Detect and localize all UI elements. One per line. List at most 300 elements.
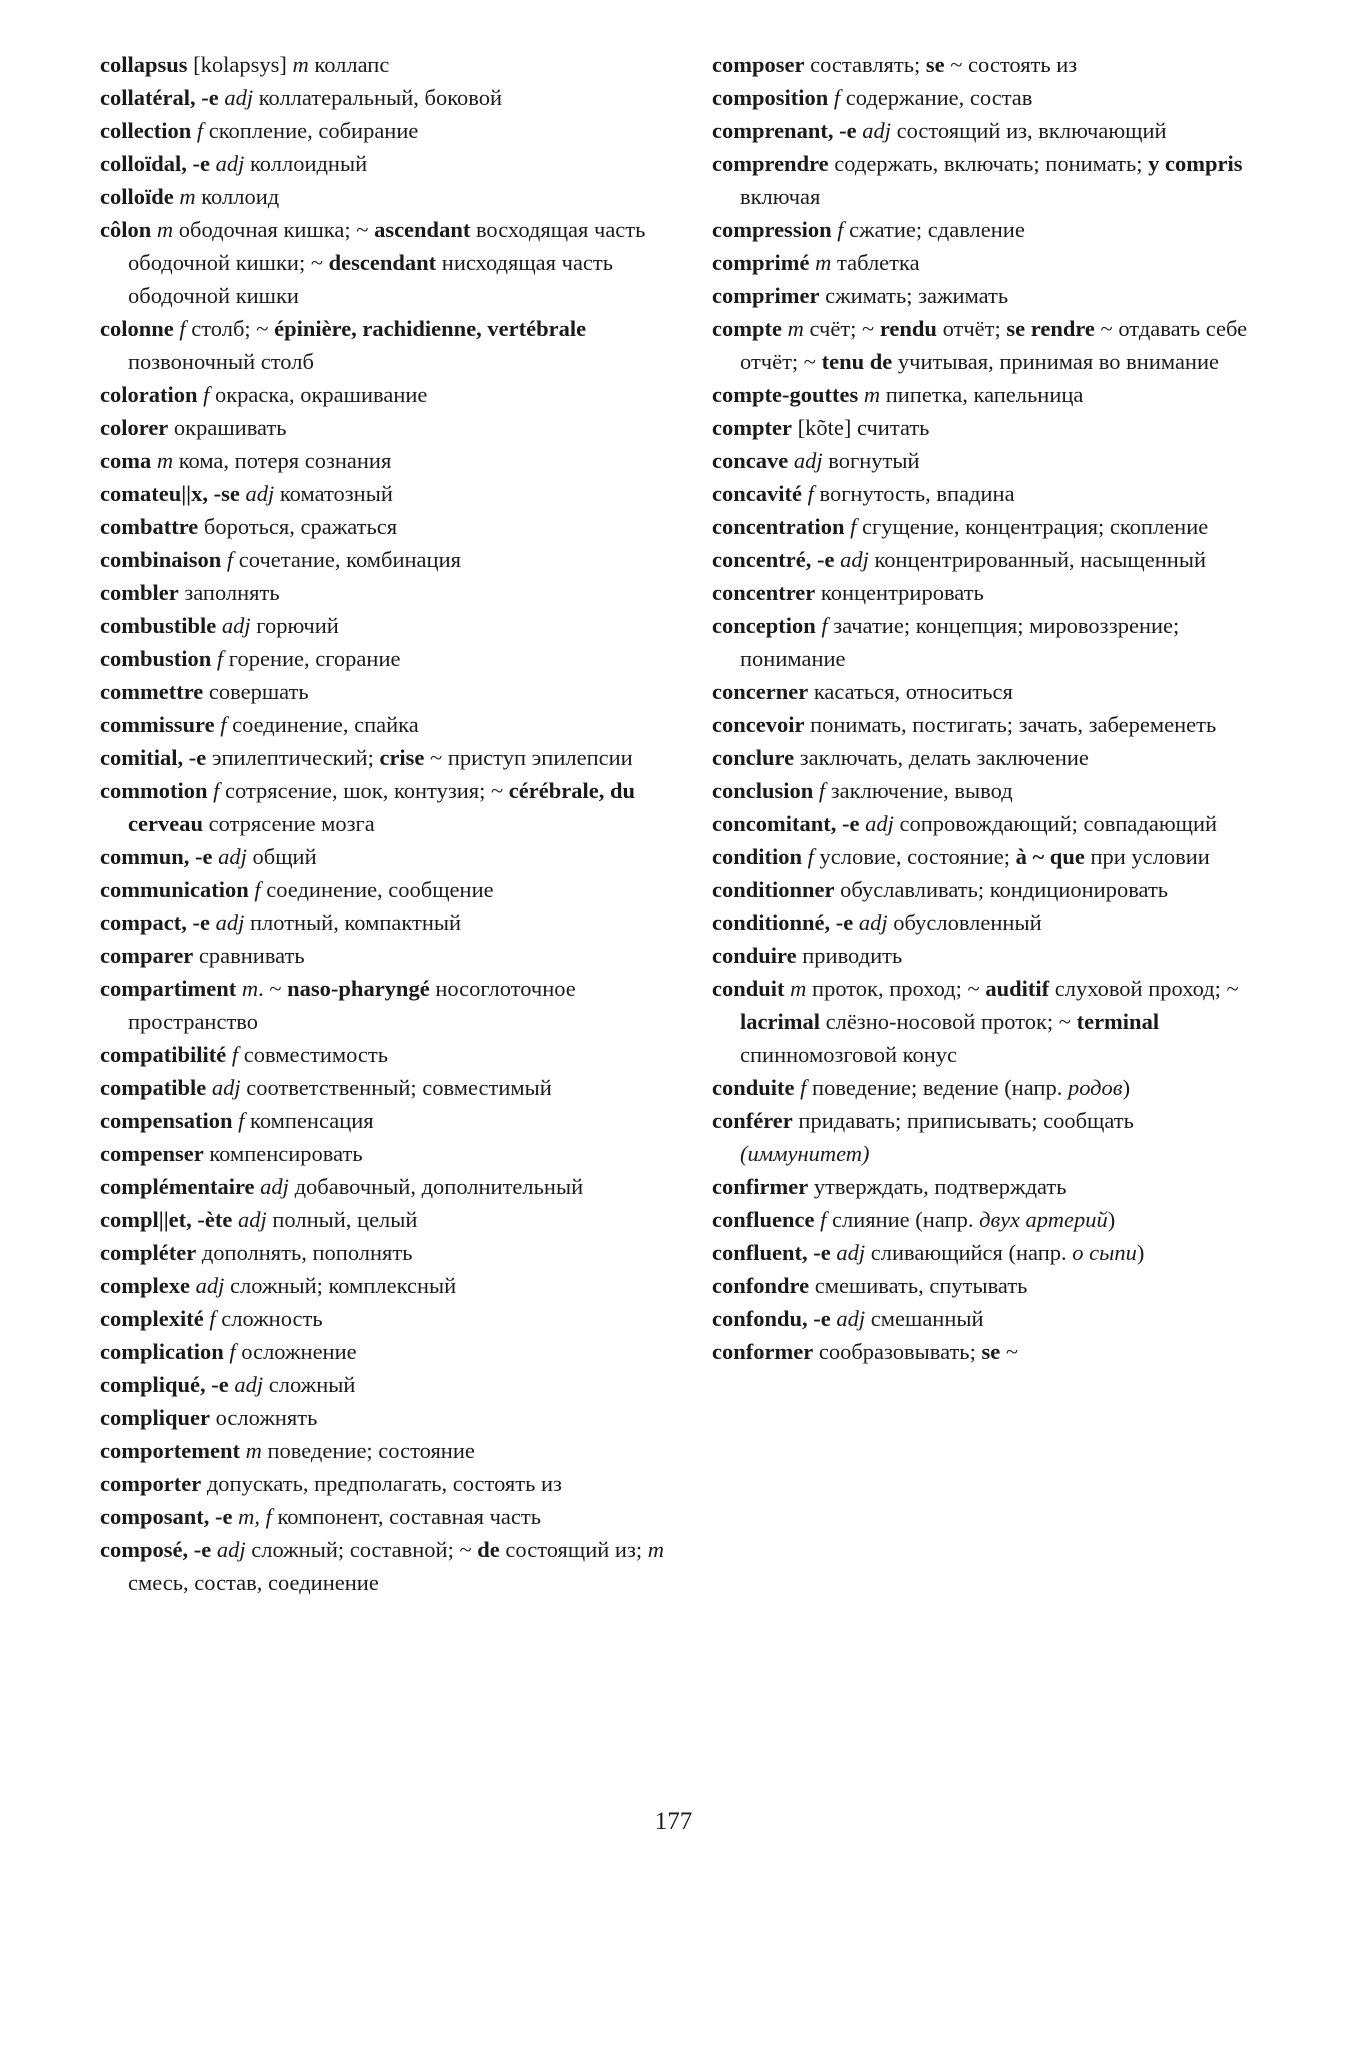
dictionary-entry [100,873,710,906]
dictionary-entry [100,609,710,642]
dictionary-entry [100,48,710,81]
dictionary-entry [712,81,1252,114]
definition-text: компенсировать [203,1141,363,1166]
dictionary-entry [712,312,1252,378]
dictionary-entry [100,1467,710,1500]
definition-text: составлять; [804,52,926,77]
headword: combattre [100,514,199,539]
dictionary-entry [712,708,1252,741]
definition-text: вогнутость, впадина [813,481,1015,506]
definition-text: сгущение, концентрация; скопление [856,514,1209,539]
grammar-label: adj [260,1174,289,1199]
headword: complexe [100,1273,190,1298]
dictionary-entry [100,1533,710,1599]
definition-text: слияние (напр. [826,1207,980,1232]
definition-text: осложнять [210,1405,318,1430]
definition-text: столб; ~ [185,316,275,341]
definition-text: концентрировать [815,580,984,605]
headword: conférer [712,1108,793,1133]
dictionary-entry [100,411,710,444]
dictionary-entry [100,1104,710,1137]
headword: comprenant, -e [712,118,857,143]
dictionary-entry [100,642,710,675]
grammar-label: adj [237,1207,267,1232]
definition-text: [kolapsys] [187,52,293,77]
headword: compatibilité [100,1042,227,1067]
headword: auditif [985,976,1050,1001]
definition-text: [kõte] считать [791,415,930,440]
definition-text: вогнутый [822,448,920,473]
definition-text: осложнение [235,1339,357,1364]
headword: y compris [1148,151,1243,176]
grammar-label: f [807,844,814,869]
headword: compatible [100,1075,207,1100]
headword: confluence [712,1207,815,1232]
dictionary-entry [100,741,710,774]
headword: confondre [712,1273,810,1298]
grammar-label: m [790,976,807,1001]
right-column [712,48,1252,1368]
headword: comprimé [712,250,810,275]
definition-text: дополнять, пополнять [196,1240,413,1265]
dictionary-entry [712,1170,1252,1203]
dictionary-entry [712,873,1252,906]
headword: compte-gouttes [712,382,859,407]
headword: concave [712,448,789,473]
headword: comateu||x, -se [100,481,240,506]
definition-text: проток, проход; ~ [806,976,986,1001]
grammar-label: f [213,778,220,803]
grammar-label: f [821,613,828,638]
headword: commotion [100,778,208,803]
headword: concavité [712,481,802,506]
headword: rendu [879,316,937,341]
grammar-label: f [209,1306,216,1331]
headword: commun, -e [100,844,213,869]
dictionary-entry [100,774,710,840]
headword: confondu, -e [712,1306,831,1331]
dictionary-entry [712,411,1252,444]
dictionary-entry [100,510,710,543]
headword: confluent, -e [712,1240,831,1265]
dictionary-entry [100,81,710,114]
headword: conditionner [712,877,835,902]
dictionary-entry [712,1302,1252,1335]
definition-text: смешанный [865,1306,984,1331]
dictionary-entry [100,477,710,510]
definition-text: касаться, относиться [808,679,1013,704]
definition-text: совместимость [238,1042,389,1067]
headword: terminal [1076,1009,1160,1034]
definition-text: совершать [203,679,309,704]
definition-text: поведение; состояние [261,1438,475,1463]
grammar-label: f [179,316,186,341]
definition-text: восходящая часть ободочной кишки; ~ [128,217,646,275]
grammar-label: m, f [238,1504,272,1529]
dictionary-entry [712,1203,1252,1236]
dictionary-entry [100,444,710,477]
definition-text: ) [1122,1075,1131,1100]
headword: se rendre [1006,316,1095,341]
headword: côlon [100,217,152,242]
definition-text: полный, целый [266,1207,418,1232]
grammar-label: f [807,481,814,506]
headword: collatéral, -e [100,85,219,110]
definition-text: учитывая, принимая во внимание [892,349,1219,374]
headword: compartiment [100,976,237,1001]
definition-text: кома, потеря сознания [173,448,392,473]
grammar-label: f [833,85,841,110]
headword: conduire [712,943,797,968]
grammar-label: m [787,316,804,341]
definition-text: отчёт; [936,316,1007,341]
dictionary-entry [712,939,1252,972]
grammar-label: adj [862,118,891,143]
headword: compenser [100,1141,204,1166]
definition-text: ободочная кишка; ~ [173,217,375,242]
definition-text: сжатие; сдавление [843,217,1025,242]
definition-text: окраска, окрашивание [209,382,428,407]
dictionary-entry [100,1500,710,1533]
dictionary-entry [100,180,710,213]
definition-text: условие, состояние; [813,844,1016,869]
definition-text: состоящий из; [499,1537,648,1562]
definition-text: счёт; ~ [803,316,880,341]
headword: commettre [100,679,204,704]
definition-text: ~ отдавать себе отчёт; ~ [740,316,1248,374]
page-number: 177 [654,1808,693,1835]
headword: concentration [712,514,845,539]
headword: coloration [100,382,198,407]
headword: condition [712,844,803,869]
definition-text: смесь, состав, соединение [128,1570,379,1595]
headword: comparer [100,943,194,968]
definition-text: общий [246,844,317,869]
headword: de [477,1537,500,1562]
definition-text: сложный; комплексный [224,1273,457,1298]
dictionary-entry [712,477,1252,510]
headword: compléter [100,1240,197,1265]
definition-text: обусловленный [887,910,1042,935]
dictionary-entry [712,444,1252,477]
grammar-label: m [156,448,174,473]
dictionary-entry [100,1170,710,1203]
definition-text: сотрясение мозга [202,811,375,836]
definition-text: заключение, вывод [825,778,1013,803]
definition-text: состоящий из, включающий [890,118,1167,143]
headword: comprimer [712,283,820,308]
definition-text: заполнять [178,580,280,605]
definition-text: окрашивать [168,415,287,440]
definition-text: включая [740,184,821,209]
grammar-label: f [254,877,261,902]
dictionary-entry [100,1335,710,1368]
definition-text: обуславливать; кондиционировать [834,877,1169,902]
grammar-label: f [220,712,227,737]
headword: collapsus [100,52,188,77]
grammar-label: f [216,646,224,671]
definition-text: коматозный [274,481,393,506]
headword: naso-pharyngé [287,976,430,1001]
headword: concerner [712,679,809,704]
grammar-label: adj [218,844,247,869]
dictionary-entry [100,906,710,939]
dictionary-entry [712,675,1252,708]
headword: conclusion [712,778,814,803]
headword: crise [379,745,425,770]
dictionary-entry [712,807,1252,840]
headword: composer [712,52,805,77]
headword: conclure [712,745,795,770]
definition-text: придавать; приписывать; сообщать [792,1108,1134,1133]
headword: complémentaire [100,1174,255,1199]
grammar-label: f [850,514,857,539]
dictionary-entry [100,312,710,378]
grammar-label: adj [234,1372,264,1397]
definition-text: коллоидный [244,151,368,176]
headword: à ~ que [1015,844,1085,869]
definition-text: ) [1136,1240,1145,1265]
grammar-label: f [226,547,234,572]
definition-text: коллатеральный, боковой [253,85,502,110]
grammar-label: adj [836,1240,866,1265]
headword: compliquer [100,1405,210,1430]
headword: composition [712,85,829,110]
headword: comprendre [712,151,829,176]
dictionary-entry [712,378,1252,411]
left-column [100,48,710,1599]
headword: colonne [100,316,174,341]
headword: confirmer [712,1174,809,1199]
definition-text: нисходящая часть ободочной кишки [128,250,614,308]
definition-text: утверждать, подтверждать [808,1174,1067,1199]
dictionary-entry [100,1236,710,1269]
grammar-label: m [156,217,174,242]
headword: combler [100,580,179,605]
definition-text: концентрированный, насыщенный [868,547,1206,572]
headword: composant, -e [100,1504,233,1529]
definition-text: коллоид [195,184,280,209]
definition-text: бороться, сражаться [198,514,398,539]
headword: communication [100,877,249,902]
definition-text: носоглоточное пространство [128,976,576,1034]
dictionary-entry [100,213,710,312]
dictionary-entry [712,510,1252,543]
dictionary-entry [712,213,1252,246]
grammar-label: adj [836,1306,866,1331]
grammar-label: f [203,382,210,407]
definition-text: сложный; составной; ~ [245,1537,478,1562]
grammar-label: f [820,1207,827,1232]
definition-text: соединение, спайка [226,712,419,737]
headword: descendant [328,250,437,275]
headword: se [925,52,945,77]
headword: colloïdal, -e [100,151,210,176]
headword: conception [712,613,816,638]
definition-text: плотный, компактный [244,910,462,935]
grammar-label: m [815,250,832,275]
headword: compact, -e [100,910,210,935]
headword: compliqué, -e [100,1372,229,1397]
definition-text: понимать, постигать; зачать, забеременеть [804,712,1217,737]
definition-text: пипетка, капельница [880,382,1084,407]
definition-text: допускать, предполагать, состоять из [201,1471,562,1496]
definition-text: соответственный; совместимый [240,1075,552,1100]
definition-text: сложный [263,1372,356,1397]
definition-text: горение, сгорание [223,646,401,671]
headword: se [981,1339,1001,1364]
headword: colorer [100,415,169,440]
definition-text: ~ приступ эпилепсии [424,745,633,770]
definition-text: сложность [215,1306,323,1331]
grammar-label: m [241,976,259,1001]
dictionary-entry [100,1269,710,1302]
dictionary-entry [712,1269,1252,1302]
grammar-label: adj [793,448,823,473]
grammar-label: adj [211,1075,241,1100]
definition-text: компонент, составная часть [271,1504,541,1529]
definition-text: таблетка [831,250,920,275]
headword: concentré, -e [712,547,835,572]
headword: conditionné, -e [712,910,854,935]
grammar-label: adj [840,547,869,572]
headword: comporter [100,1471,202,1496]
dictionary-entry [100,1368,710,1401]
headword: coma [100,448,152,473]
headword: composé, -e [100,1537,212,1562]
definition-text: сравнивать [193,943,305,968]
headword: compression [712,217,832,242]
dictionary-entry [100,378,710,411]
definition-text: горючий [250,613,339,638]
dictionary-entry [100,840,710,873]
dictionary-entry [100,1203,710,1236]
headword: compter [712,415,792,440]
grammar-label: m [647,1537,664,1562]
headword: tenu de [821,349,893,374]
definition-text: сопровождающий; совпадающий [893,811,1218,836]
dictionary-entry [100,1434,710,1467]
headword: conformer [712,1339,814,1364]
dictionary-entry [712,543,1252,576]
definition-text: сочетание, комбинация [233,547,461,572]
definition-text: компенсация [244,1108,374,1133]
dictionary-entry [100,1137,710,1170]
headword: compensation [100,1108,233,1133]
grammar-label: родов [1067,1075,1123,1100]
definition-text: сжимать; зажимать [819,283,1009,308]
grammar-label: f [229,1339,236,1364]
grammar-label: m [292,52,309,77]
dictionary-entry [712,840,1252,873]
definition-text: смешивать, спутывать [809,1273,1028,1298]
dictionary-entry [100,543,710,576]
grammar-label: f [238,1108,245,1133]
headword: combinaison [100,547,222,572]
dictionary-entry [100,1401,710,1434]
dictionary-entry [712,246,1252,279]
headword: complication [100,1339,224,1364]
definition-text: зачатие; концепция; мировоззрение; понимание [740,613,1180,671]
grammar-label: adj [215,910,245,935]
dictionary-entry [100,675,710,708]
dictionary-entry [712,741,1252,774]
headword: concevoir [712,712,805,737]
definition-text: поведение; ведение (напр. [806,1075,1068,1100]
grammar-label: adj [224,85,254,110]
dictionary-entry [712,1236,1252,1269]
grammar-label: f [837,217,844,242]
headword: complexité [100,1306,204,1331]
grammar-label: f [800,1075,807,1100]
headword: épinière, rachidienne, vertébrale [274,316,587,341]
definition-text: . ~ [258,976,288,1001]
dictionary-entry [100,1071,710,1104]
dictionary-entry [712,972,1252,1071]
grammar-label: о сыпи [1072,1240,1137,1265]
grammar-label: f [196,118,204,143]
grammar-label: adj [221,613,251,638]
dictionary-entry [100,1302,710,1335]
headword: compte [712,316,782,341]
dictionary-entry [712,1071,1252,1104]
headword: combustible [100,613,217,638]
headword: conduite [712,1075,795,1100]
definition-text: спинномозговой конус [740,1042,957,1067]
grammar-label: adj [216,1537,246,1562]
definition-text: слёзно-носовой проток; ~ [819,1009,1077,1034]
dictionary-entry [100,708,710,741]
grammar-label: f [231,1042,239,1067]
grammar-label: adj [215,151,245,176]
grammar-label: m [863,382,881,407]
dictionary-entry [712,48,1252,81]
headword: collection [100,118,192,143]
dictionary-entry [712,279,1252,312]
definition-text: ) [1107,1207,1116,1232]
grammar-label: f [818,778,826,803]
dictionary-entry [712,609,1252,675]
definition-text: сообразовывать; [813,1339,982,1364]
definition-text: сливающийся (напр. [865,1240,1073,1265]
dictionary-entry [712,1335,1252,1368]
dictionary-entry [712,774,1252,807]
grammar-label: двух артерий [979,1207,1108,1232]
definition-text: содержание, состав [840,85,1033,110]
headword: concentrer [712,580,816,605]
dictionary-entry [100,972,710,1038]
dictionary-entry [100,147,710,180]
headword: commissure [100,712,215,737]
dictionary-entry [100,939,710,972]
grammar-label: adj [245,481,275,506]
definition-text: приводить [796,943,903,968]
grammar-label: adj [195,1273,225,1298]
headword: lacrimal [740,1009,820,1034]
dictionary-entry [100,576,710,609]
definition-text: слуховой проход; ~ [1049,976,1239,1001]
definition-text: заключать, делать заключение [794,745,1089,770]
headword: compl||et, -ète [100,1207,233,1232]
definition-text: ~ [1000,1339,1019,1364]
headword: concomitant, -e [712,811,860,836]
dictionary-entry [100,1038,710,1071]
grammar-label: m [245,1438,262,1463]
headword: colloïde [100,184,174,209]
definition-text: содержать, включать; понимать; [828,151,1149,176]
definition-text: позвоночный столб [128,349,314,374]
definition-text: скопление, собирание [203,118,419,143]
